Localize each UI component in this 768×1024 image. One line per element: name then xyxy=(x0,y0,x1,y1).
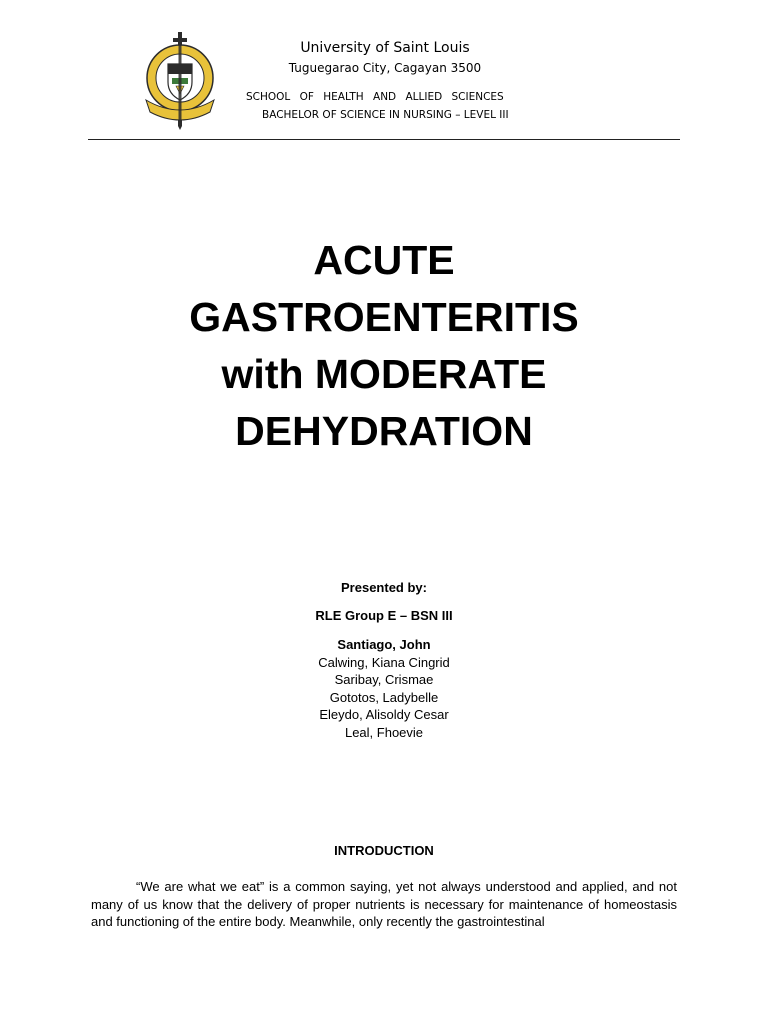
title-line: ACUTE xyxy=(313,237,455,283)
member-name: Calwing, Kiana Cingrid xyxy=(318,654,450,670)
document-header xyxy=(0,0,768,142)
introduction-heading: INTRODUCTION xyxy=(334,843,434,858)
university-address: Tuguegarao City, Cagayan 3500 xyxy=(288,61,482,75)
introduction-paragraph: “We are what we eat” is a common saying, yet not always understood and applied, and not many of us know that the delivery of proper nutrients is necessary for maintenance of homeostasis and functioning of the entire body. Meanwhile, only recently the gastrointestinal xyxy=(91,879,677,929)
member-name: Santiago, John xyxy=(337,637,431,652)
member-name: Saribay, Crismae xyxy=(334,672,434,687)
member-list xyxy=(84,636,684,741)
header-divider xyxy=(88,139,680,140)
presented-by-label: Presented by: xyxy=(341,580,427,595)
title-line: DEHYDRATION xyxy=(235,408,533,454)
title-line: GASTROENTERITIS xyxy=(189,294,579,340)
university-seal-icon xyxy=(140,30,220,130)
title-line: with MODERATE xyxy=(221,351,547,397)
member-name: Eleydo, Alisoldy Cesar xyxy=(319,707,449,722)
program-name: BACHELOR OF SCIENCE IN NURSING xyxy=(262,109,452,121)
program-line xyxy=(262,109,509,121)
presenters-block xyxy=(84,580,684,741)
document-title xyxy=(84,232,684,460)
member-name: Leal, Fhoevie xyxy=(344,724,424,740)
program-level: – LEVEL III xyxy=(455,109,509,121)
school-name: SCHOOL OF HEALTH AND ALLIED SCIENCES xyxy=(246,91,504,103)
member-name: Gototos, Ladybelle xyxy=(329,689,439,705)
university-name: University of Saint Louis xyxy=(300,40,470,56)
group-name: RLE Group E – BSN III xyxy=(315,608,453,623)
